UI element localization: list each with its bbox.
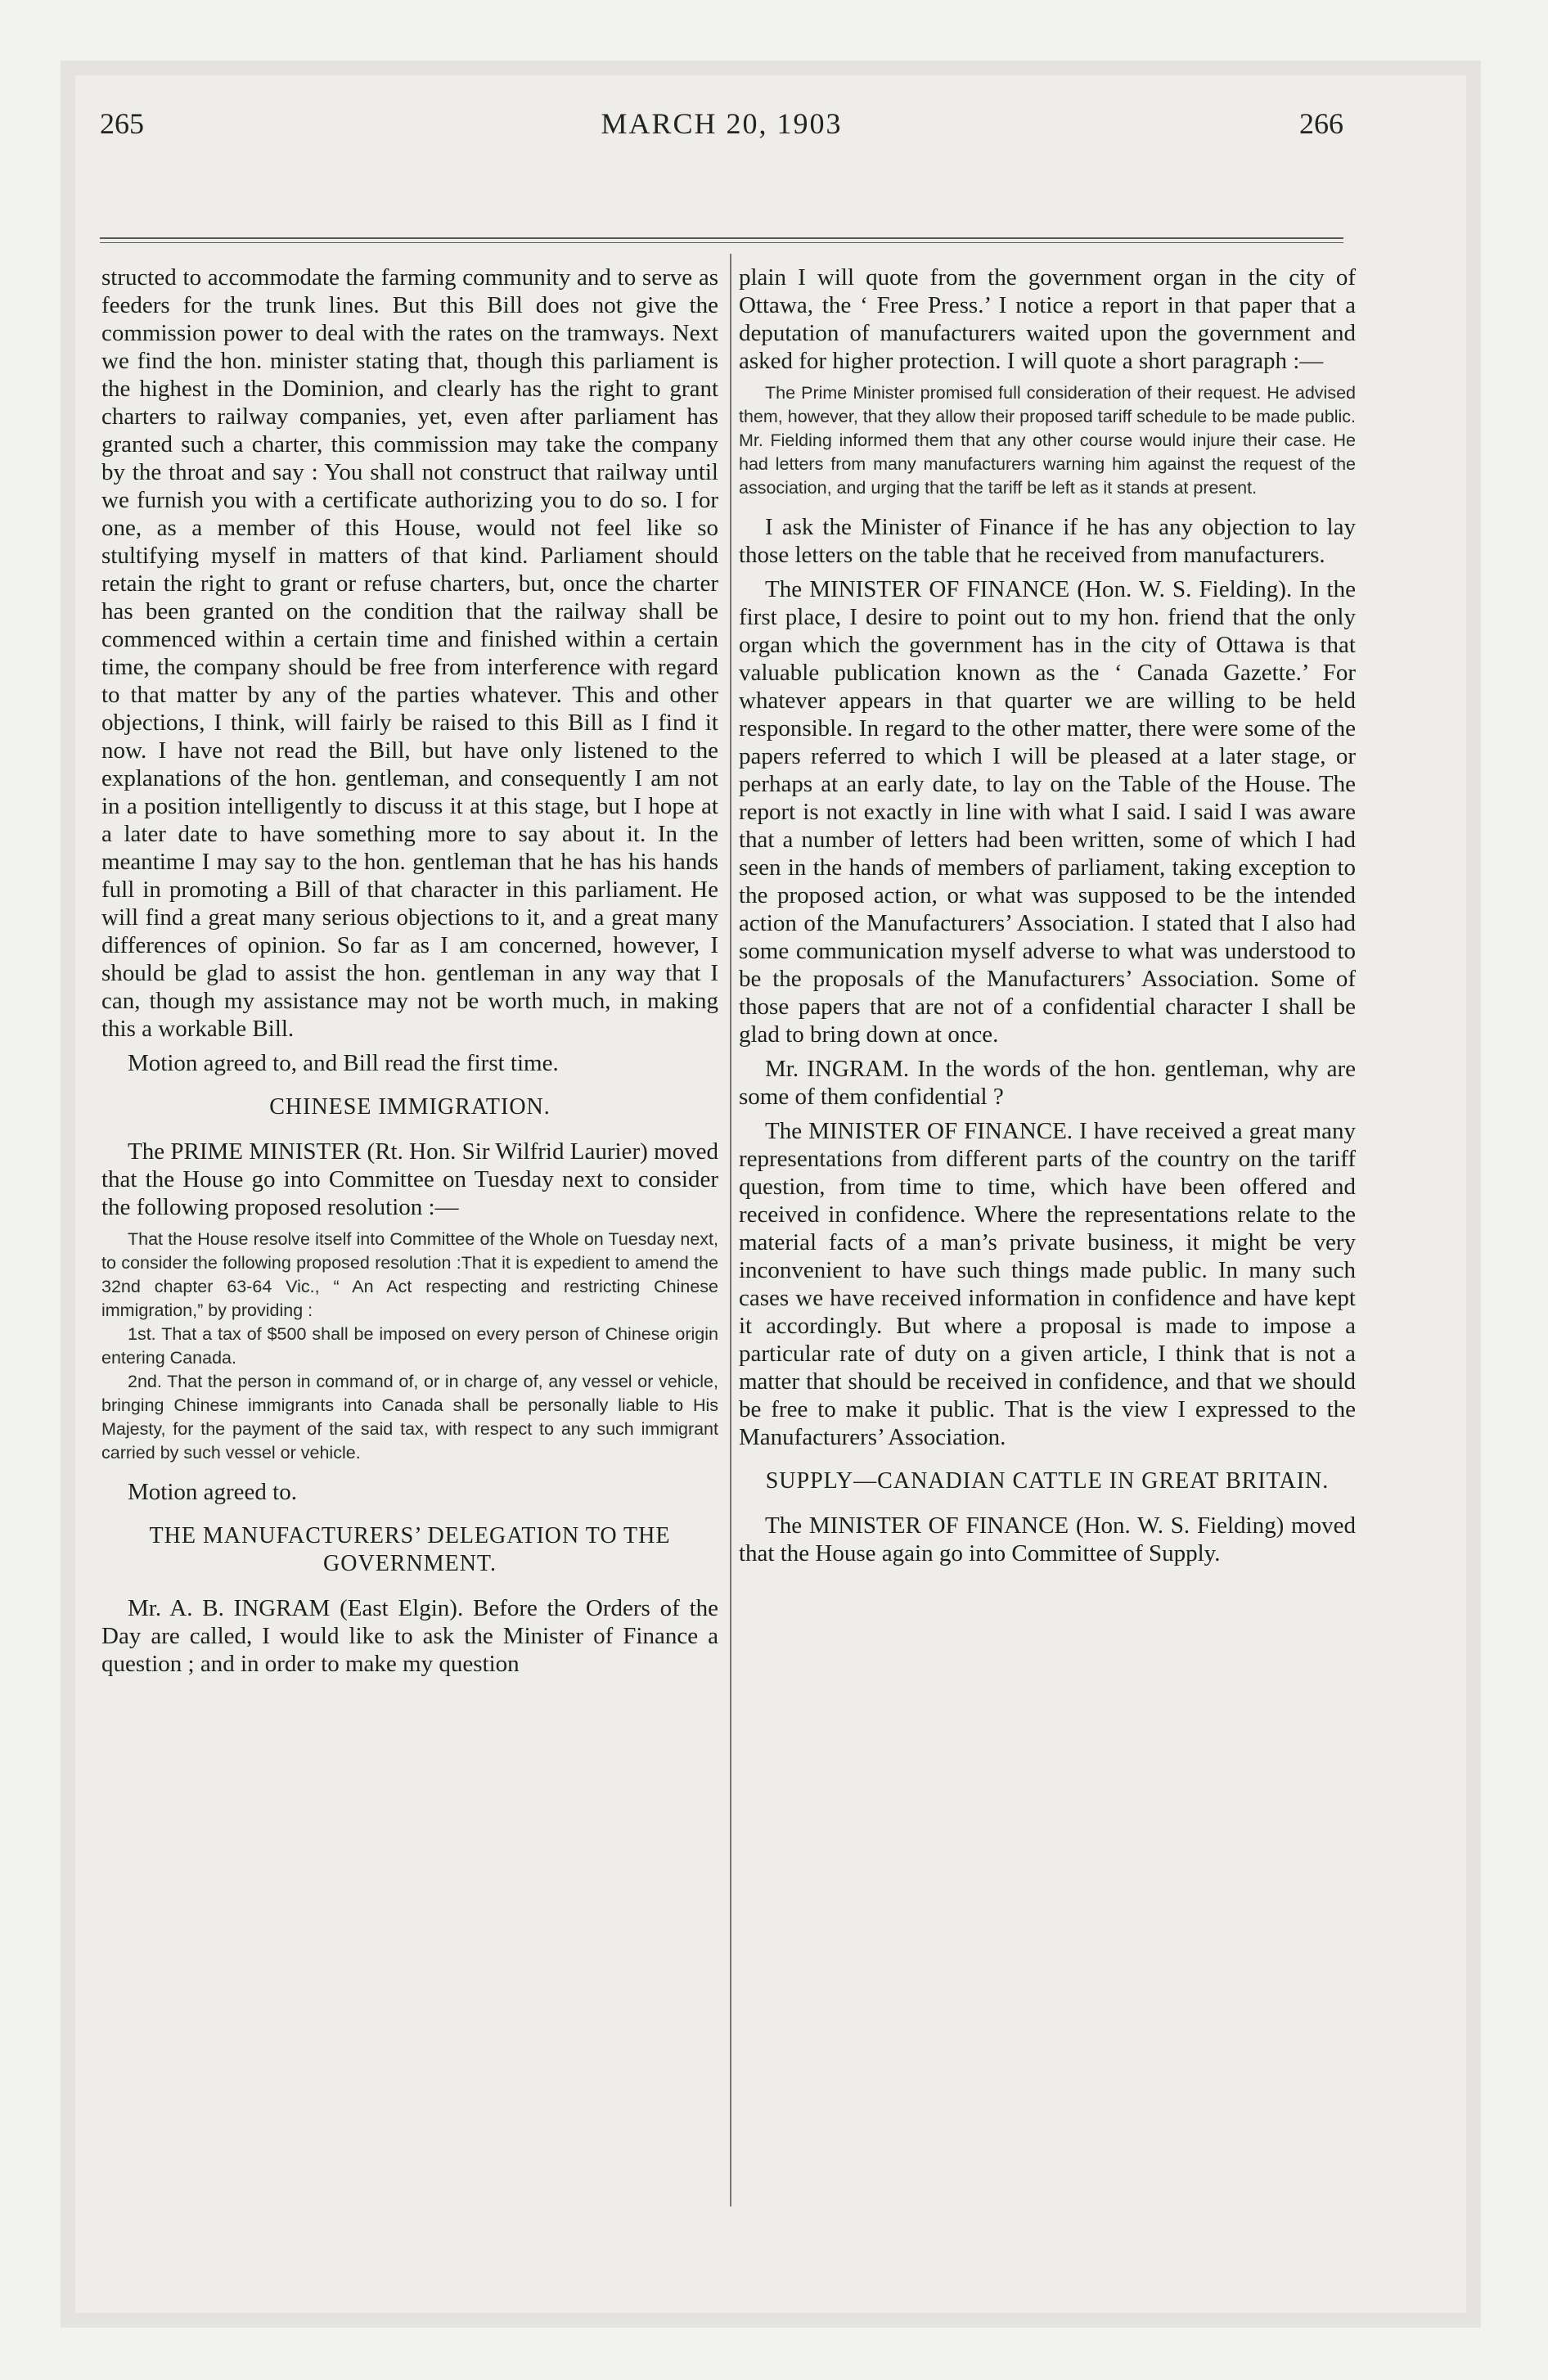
section-heading: THE MANUFACTURERS’ DELEGATION TO THE GOVERNMENT. (149, 1523, 671, 1576)
paragraph: Mr. INGRAM. In the words of the hon. gentleman, why are some of them confidential ? (739, 1056, 1356, 1110)
quote-paragraph: The Prime Minister promised full consideration of their request. He advised them, however, that they allow their proposed tariff schedule to be made public. Mr. Fielding informed them that any other course would injure their case. He had letters from many manufacturers warning him against the request of the association, and urging that the tariff be left as it stands at present. (739, 383, 1356, 498)
section-heading: SUPPLY—CANADIAN CATTLE IN GREAT BRITAIN. (765, 1468, 1330, 1494)
paragraph: Mr. A. B. INGRAM (East Elgin). Before the Orders of the Day are called, I would like to ask the Minister of Finance a question ; and in order to make my question (101, 1595, 718, 1677)
quote-paragraph: That the House resolve itself into Committee of the Whole on Tuesday next, to consider the following proposed resolution :That it is expedient to amend the 32nd chapter 63-64 Vic., “ An Act respecting and restricting Chinese immigration,” by providing : (101, 1229, 718, 1320)
paragraph: The MINISTER OF FINANCE. I have received a great many representations from different parts of the country on the tariff question, from time to time, which have been offered and received in confidence. Where the representations relate to the material facts of a man’s private business, it might be very inconvenient to have such things made public. In many such cases we have received information in confidence and have kept it accordingly. But where a proposal is made to impose a particular rate of duty on a given article, I think that is not a matter that should be received in confidence, and that we should be free to make it public. That is the view I expressed to the Manufacturers’ Association. (739, 1118, 1356, 1450)
newspaper-quote (739, 381, 1356, 500)
left-column (101, 264, 718, 1684)
page-header (100, 106, 1343, 156)
right-column (739, 264, 1356, 1574)
page-title: MARCH 20, 1903 (601, 107, 843, 140)
paragraph: structed to accommodate the farming community and to serve as feeders for the trunk lines. But this Bill does not give the commission power to deal with the rates on the tramways. Next we find the hon. minister stating that, though this parliament is the highest in the Dominion, and clearly has the right to grant charters to railway companies, yet, even after parliament has granted such a charter, this commission may take the company by the throat and say : You shall not construct that railway until we furnish you with a certificate authorizing you to do so. I for one, as a member of this House, would not feel like so stultifying myself in matters of that kind. Parliament should retain the right to grant or refuse charters, but, once the charter has been granted on the condition that the railway shall be commenced within a certain time and finished within a certain time, the company should be free from interference with regard to that matter by any of the parties whatever. This and other objections, I think, will fairly be raised to this Bill as I find it now. I have not read the Bill, but have only listened to the explanations of the hon. gentleman, and consequently I am not in a position intelligently to discuss it at this stage, but I hope at a later date to have something more to say about it. In the meantime I may say to the hon. gentleman that he has his hands full in promoting a Bill of that character in this parliament. He will find a great many serious objections to it, and a great many differences of opinion. So far as I am concerned, however, I should be glad to assist the hon. gentleman in any way that I can, though my assistance may not be worth much, in making this a workable Bill. (101, 264, 718, 1042)
page-number-left: 265 (100, 107, 144, 140)
paragraph: I ask the Minister of Finance if he has any objection to lay those letters on the table that he received from manufacturers. (739, 514, 1356, 568)
header-rule (100, 237, 1343, 239)
paragraph: The PRIME MINISTER (Rt. Hon. Sir Wilfrid Laurier) moved that the House go into Committee on Tuesday next to consider the following proposed resolution :— (101, 1138, 718, 1220)
quote-paragraph: 2nd. That the person in command of, or in charge of, any vessel or vehicle, bringing Chinese immigrants into Canada shall be personally liable to His Majesty, for the payment of the said tax, with respect to any such immigrant carried by such vessel or vehicle. (101, 1372, 718, 1463)
header-rule-thin (100, 242, 1343, 243)
paragraph: plain I will quote from the government organ in the city of Ottawa, the ‘ Free Press.’ I notice a report in that paper that a deputation of manufacturers waited upon the government and asked for higher protection. I will quote a short paragraph :— (739, 264, 1356, 374)
paragraph: The MINISTER OF FINANCE (Hon. W. S. Fielding). In the first place, I desire to point out to my hon. friend that the only organ which the government has in the city of Ottawa is that valuable publication known as the ‘ Canada Gazette.’ For whatever appears in that quarter we are willing to be held responsible. In regard to the other matter, there were some of the papers referred to which I will be pleased at a later stage, or perhaps at an early date, to lay on the Table of the House. The report is not exactly in line with what I said. I said I was aware that a number of letters had been written, some of which I had seen in the hands of members of parliament, taking exception to the proposed action, or what was supposed to be the intended action of the Manufacturers’ Association. I stated that I also had some communication myself adverse to what was understood to be the proposals of the Manufacturers’ Association. Some of those papers that are not of a confidential character I shall be glad to bring down at once. (739, 576, 1356, 1048)
paragraph: Motion agreed to, and Bill read the first time. (128, 1050, 559, 1076)
paragraph: Motion agreed to. (128, 1479, 297, 1505)
column-divider (730, 254, 731, 2206)
section-heading: CHINESE IMMIGRATION. (269, 1094, 551, 1120)
quote-paragraph: 1st. That a tax of $500 shall be imposed on every person of Chinese origin entering Canada. (101, 1324, 718, 1368)
page-number-right: 266 (1299, 107, 1343, 140)
paragraph: The MINISTER OF FINANCE (Hon. W. S. Fielding) moved that the House again go into Committee of Supply. (739, 1512, 1356, 1566)
resolution-quote (101, 1228, 718, 1465)
